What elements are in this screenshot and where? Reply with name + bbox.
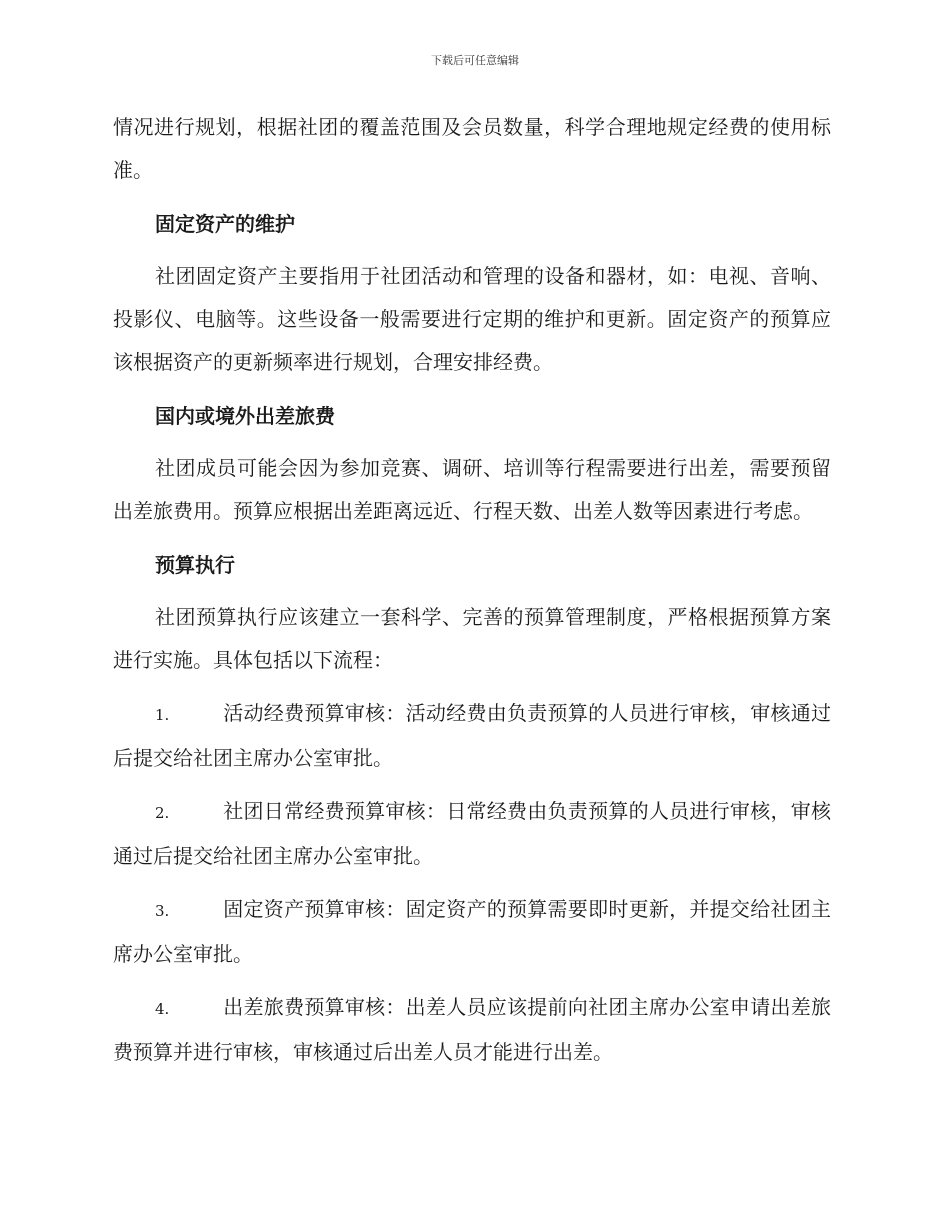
list-number: 2. <box>155 804 170 822</box>
paragraph-fixed-assets: 社团固定资产主要指用于社团活动和管理的设备和器材，如：电视、音响、投影仪、电脑等。这些设备一般需要进行定期的维护和更新。固定资产的预算应该根据资产的更新频率进行规划，合理安排经费。 <box>113 264 831 374</box>
section-heading-fixed-assets: 固定资产的维护 <box>155 212 295 236</box>
paragraph-travel: 社团成员可能会因为参加竞赛、调研、培训等行程需要进行出差，需要预留出差旅费用。预算应根据出差距离远近、行程天数、出差人数等因素进行考虑。 <box>113 456 831 523</box>
section-heading-travel: 国内或境外出差旅费 <box>155 404 335 428</box>
list-item-text: 活动经费预算审核：活动经费由负责预算的人员进行审核，审核通过后提交给社团主席办公室审批。 <box>113 701 831 770</box>
paragraph-execution: 社团预算执行应该建立一套科学、完善的预算管理制度，严格根据预算方案进行实施。具体包括以下流程： <box>113 605 831 672</box>
page-header: 下载后可任意编辑 <box>431 54 519 67</box>
list-item-text: 出差旅费预算审核：出差人员应该提前向社团主席办公室申请出差旅费预算并进行审核，审核通过后出差人员才能进行出差。 <box>113 995 831 1064</box>
list-number: 1. <box>155 706 170 724</box>
list-item-text: 社团日常经费预算审核：日常经费由负责预算的人员进行审核，审核通过后提交给社团主席办公室审批。 <box>113 799 831 868</box>
document-body <box>113 106 831 1074</box>
list-item <box>113 790 831 878</box>
list-number: 4. <box>155 1000 170 1018</box>
list-item <box>113 692 831 780</box>
intro-paragraph: 情况进行规划，根据社团的覆盖范围及会员数量，科学合理地规定经费的使用标准。 <box>113 115 831 182</box>
list-item-text: 固定资产预算审核：固定资产的预算需要即时更新，并提交给社团主席办公室审批。 <box>113 897 831 966</box>
list-number: 3. <box>155 902 170 920</box>
list-item <box>113 888 831 976</box>
section-heading-execution: 预算执行 <box>155 553 235 577</box>
list-item <box>113 986 831 1074</box>
